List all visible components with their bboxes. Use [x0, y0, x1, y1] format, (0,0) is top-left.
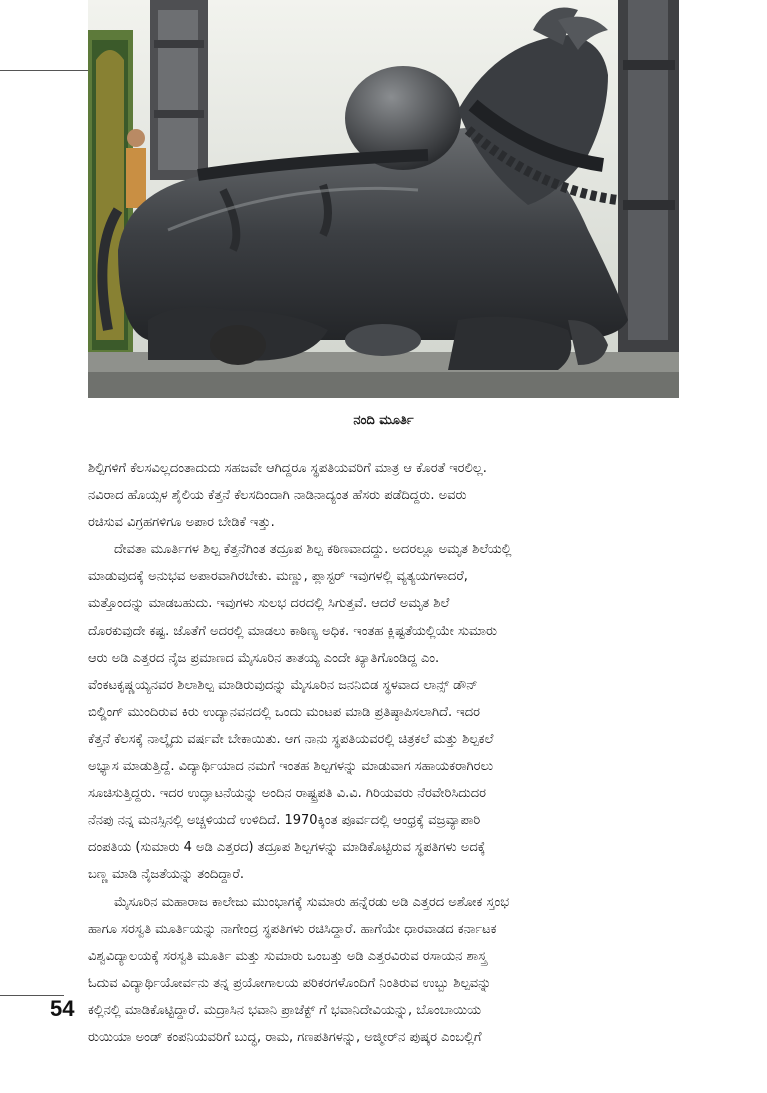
text-line: ಕೆತ್ತನೆ ಕೆಲಸಕ್ಕೆ ನಾಲ್ಕೈದು ವರ್ಷವೇ ಬೇಕಾಯಿತು. ಆಗ ನಾನು ಸ್ಥಪತಿಯವರಲ್ಲಿ ಚಿತ್ರಕಲೆ ಮತ್ತು ಶಿಲ್ಪಕಲೆ: [88, 731, 494, 747]
text-line: ಓದುವ ವಿದ್ಯಾರ್ಥಿಯೋರ್ವನು ತನ್ನ ಪ್ರಯೋಗಾಲಯ ಪರಿಕರಗಳೊಂದಿಗೆ ನಿಂತಿರುವ ಉಬ್ಬು ಶಿಲ್ಪವನ್ನು: [88, 975, 492, 991]
text-line: ವಿಶ್ವವಿದ್ಯಾಲಯಕ್ಕೆ ಸರಸ್ವತಿ ಮೂರ್ತಿ ಮತ್ತು ಸುಮಾರು ಒಂಬತ್ತು ಅಡಿ ಎತ್ತರವಿರುವ ರಸಾಯನ ಶಾಸ್ತ್ರ: [88, 948, 487, 964]
text-line: ರಚಿಸುವ ವಿಗ್ರಹಗಳಿಗೂ ಅಪಾರ ಬೇಡಿಕೆ ಇತ್ತು.: [88, 515, 275, 531]
nandi-statue-image: [88, 0, 679, 398]
text-line: ಆರು ಅಡಿ ಎತ್ತರದ ನೈಜ ಪ್ರಮಾಣದ ಮೈಸೂರಿನ ತಾತಯ್ಯ ಎಂದೇ ಖ್ಯಾತಿಗೊಂಡಿದ್ದ ಎಂ.: [88, 650, 440, 666]
nandi-statue-photo: [88, 0, 679, 398]
text-line: ಶಿಲ್ಪಿಗಳಿಗೆ ಕೆಲಸವಿಲ್ಲದಂತಾದುದು ಸಹಜವೇ ಆಗಿದ್ದರೂ ಸ್ಥಪತಿಯವರಿಗೆ ಮಾತ್ರ ಆ ಕೊರತೆ ಇರಲಿಲ್ಲ.: [88, 461, 487, 476]
text-line: ದೊರಕುವುದೇ ಕಷ್ಟ. ಜೊತೆಗೆ ಅದರಲ್ಲಿ ಮಾಡಲು ಕಾಠಿಣ್ಯ ಅಧಿಕ. ಇಂತಹ ಕ್ಲಿಷ್ಟತೆಯಲ್ಲಿಯೇ ಸುಮಾರು: [88, 623, 497, 639]
paragraph-2: [88, 536, 680, 888]
top-margin-rule: [0, 70, 88, 71]
text-line: ಅಭ್ಯಾಸ ಮಾಡುತ್ತಿದ್ದೆ. ವಿದ್ಯಾರ್ಥಿಯಾದ ನಮಗೆ ಇಂತಹ ಶಿಲ್ಪಗಳನ್ನು ಮಾಡುವಾಗ ಸಹಾಯಕರಾಗಿರಲು: [88, 759, 494, 775]
text-line: ಹಾಗೂ ಸರಸ್ವತಿ ಮೂರ್ತಿಯನ್ನು ನಾಗೇಂದ್ರ ಸ್ಥಪತಿಗಳು ರಚಿಸಿದ್ದಾರೆ. ಹಾಗೆಯೇ ಧಾರವಾಡದ ಕರ್ನಾಟಕ: [88, 921, 497, 937]
paragraph-3: [88, 889, 680, 1052]
figure-caption: ನಂದಿ ಮೂರ್ತಿ: [353, 413, 414, 428]
text-line: ರುಯಿಯಾ ಅಂಡ್ ಕಂಪನಿಯವರಿಗೆ ಬುದ್ಧ, ರಾಮ, ಗಣಪತಿಗಳನ್ನು, ಅಜ್ಮೀರ್‌ನ ಪುಷ್ಕರ ಎಂಬಲ್ಲಿಗೆ: [88, 1029, 482, 1045]
text-line: ಮತ್ತೊಂದನ್ನು ಮಾಡಬಹುದು. ಇವುಗಳು ಸುಲಭ ದರದಲ್ಲಿ ಸಿಗುತ್ತವೆ. ಆದರೆ ಅಮೃತ ಶಿಲೆ: [88, 596, 450, 612]
text-line: ನವಿರಾದ ಹೊಯ್ಸಳ ಶೈಲಿಯ ಕೆತ್ತನೆ ಕೆಲಸದಿಂದಾಗಿ ನಾಡಿನಾದ್ಯಂತ ಹೆಸರು ಪಡೆದಿದ್ದರು. ಅವರು: [88, 488, 467, 504]
text-line: ಮೈಸೂರಿನ ಮಹಾರಾಜ ಕಾಲೇಜು ಮುಂಭಾಗಕ್ಕೆ ಸುಮಾರು ಹನ್ನೆರಡು ಅಡಿ ಎತ್ತರದ ಅಶೋಕ ಸ್ತಂಭ: [114, 894, 510, 910]
text-line: ಸೂಚಿಸುತ್ತಿದ್ದರು. ಇದರ ಉದ್ಘಾಟನೆಯನ್ನು ಅಂದಿನ ರಾಷ್ಟ್ರಪತಿ ವಿ.ವಿ. ಗಿರಿಯವರು ನೆರವೇರಿಸಿದುದರ: [88, 786, 487, 802]
text-line: ಬಿಲ್ಡಿಂಗ್ ಮುಂದಿರುವ ಕಿರು ಉದ್ಯಾನವನದಲ್ಲಿ ಒಂದು ಮಂಟಪ ಮಾಡಿ ಪ್ರತಿಷ್ಠಾಪಿಸಲಾಗಿದೆ. ಇದರ: [88, 704, 480, 720]
text-line: ವೆಂಕಟಕೃಷ್ಣಯ್ಯನವರ ಶಿಲಾಶಿಲ್ಪ ಮಾಡಿರುವುದನ್ನು ಮೈಸೂರಿನ ಜನನಿಬಿಡ ಸ್ಥಳವಾದ ಲಾನ್ಸ್ ಡೌನ್: [88, 677, 478, 693]
text-line: ಕಲ್ಲಿನಲ್ಲಿ ಮಾಡಿಕೊಟ್ಟಿದ್ದಾರೆ. ಮದ್ರಾಸಿನ ಭವಾನಿ ಪ್ರಾಜೆಕ್ಟ್ ಗೆ ಭವಾನಿದೇವಿಯನ್ನು, ಬೊಂಬಾಯಿಯ: [88, 1002, 482, 1018]
paragraph-1: [88, 455, 680, 536]
page-number: 54: [50, 996, 75, 1021]
text-line: ನೆನಪು ನನ್ನ ಮನಸ್ಸಿನಲ್ಲಿ ಅಚ್ಚಳಿಯದೆ ಉಳಿದಿದೆ. 1970ಕ್ಕಿಂತ ಪೂರ್ವದಲ್ಲಿ ಆಂಧ್ರಕ್ಕೆ ವಜ್ರವ್ಯಾಪಾರಿ: [88, 813, 481, 829]
body-text: [88, 455, 680, 1051]
text-line: ಬಣ್ಣ ಮಾಡಿ ನೈಜತೆಯನ್ನು ತಂದಿದ್ದಾರೆ.: [88, 867, 245, 883]
text-line: ಮಾಡುವುದಕ್ಕೆ ಅನುಭವ ಅಪಾರವಾಗಿರಬೇಕು. ಮಣ್ಣು, ಪ್ಲಾಸ್ಟರ್ ಇವುಗಳಲ್ಲಿ ವ್ಯತ್ಯಯಗಳಾದರೆ,: [88, 569, 468, 585]
text-line: ದೇವತಾ ಮೂರ್ತಿಗಳ ಶಿಲ್ಪ ಕೆತ್ತನೆಗಿಂತ ತದ್ರೂಪ ಶಿಲ್ಪ ಕಠಿಣವಾದದ್ದು. ಅದರಲ್ಲೂ ಅಮೃತ ಶಿಲೆಯಲ್ಲಿ: [114, 542, 512, 558]
text-line: ದಂಪತಿಯ (ಸುಮಾರು 4 ಅಡಿ ಎತ್ತರದ) ತದ್ರೂಪ ಶಿಲ್ಪಗಳನ್ನು ಮಾಡಿಕೊಟ್ಟಿರುವ ಸ್ಥಪತಿಗಳು ಅದಕ್ಕೆ: [88, 840, 486, 856]
